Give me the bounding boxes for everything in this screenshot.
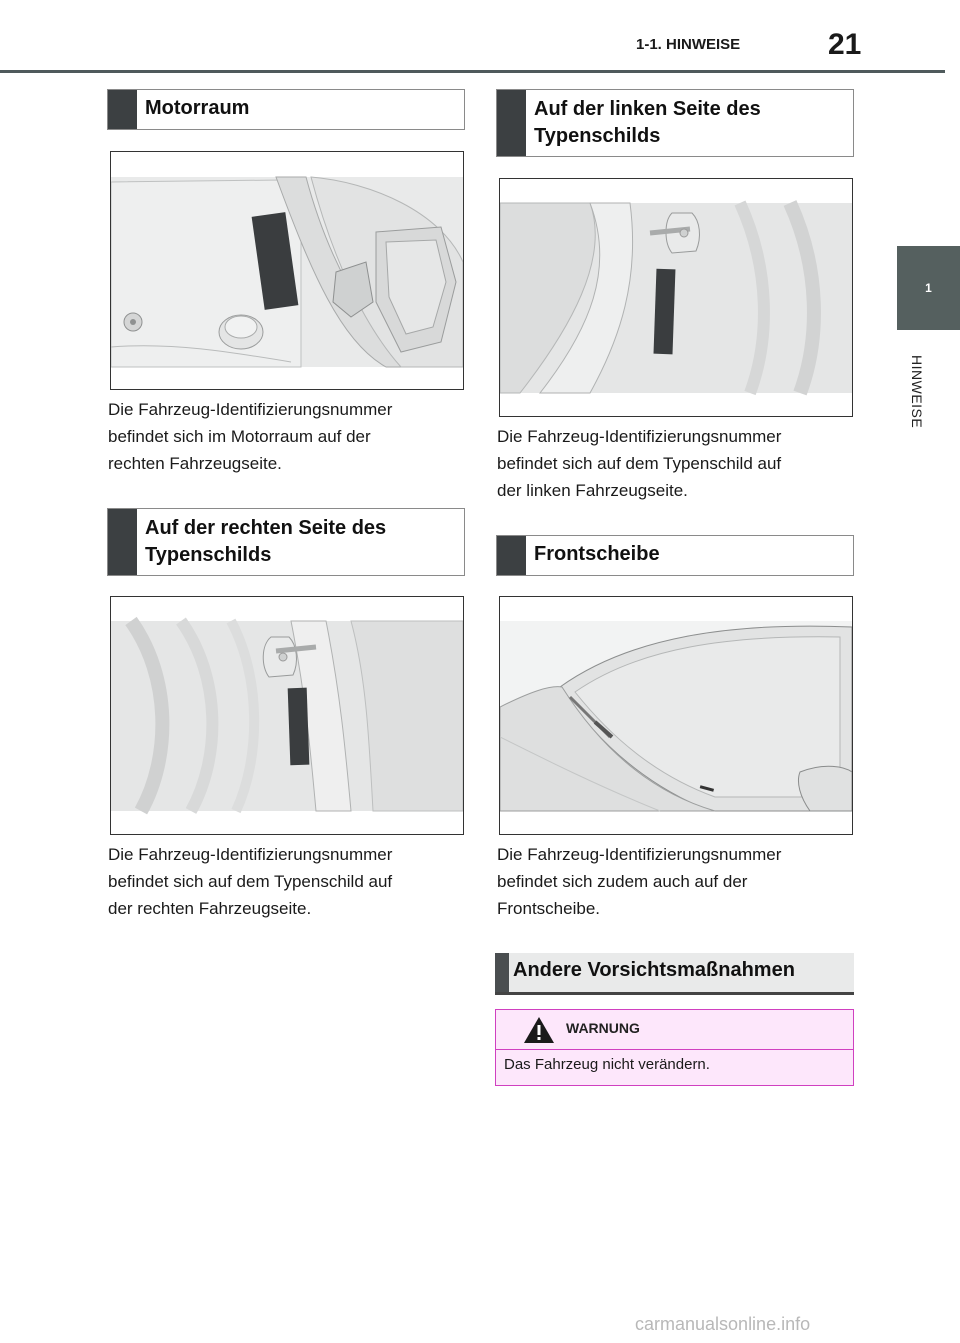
heading-line: Typenschilds [145, 544, 272, 566]
chapter-label [905, 342, 929, 442]
text-line: Die Fahrzeug-Identifizierungsnummer [497, 427, 782, 446]
watermark: carmanualsonline.info [635, 1314, 811, 1334]
left-door-pillar-illustration [499, 178, 853, 417]
text-line: Frontscheibe. [497, 899, 600, 918]
engine-bay-illustration [110, 151, 464, 390]
text-line: der rechten Fahrzeugseite. [108, 899, 312, 918]
heading-linke-seite [496, 89, 854, 157]
warning-triangle-icon [522, 1015, 556, 1045]
page-number: 21 [828, 28, 862, 61]
warning-box [495, 1009, 854, 1086]
motorraum-description [108, 396, 392, 477]
text-line: Die Fahrzeug-Identifizierungsnummer [108, 845, 393, 864]
text-line: rechten Fahrzeugseite. [108, 454, 282, 473]
heading-bar [497, 536, 526, 575]
header-rule [0, 70, 945, 73]
chapter-tab [897, 246, 960, 330]
heading-line: Auf der linken Seite des [534, 98, 761, 120]
linke-seite-description [497, 423, 781, 504]
heading-frontscheibe [496, 535, 854, 576]
text-line: Die Fahrzeug-Identifizierungsnummer [108, 400, 393, 419]
warning-text: Das Fahrzeug nicht verändern. [504, 1056, 710, 1073]
heading-text [534, 96, 847, 150]
heading-line: Auf der rechten Seite des [145, 517, 387, 539]
heading-bar [108, 509, 137, 575]
warning-label: WARNUNG [566, 1020, 640, 1036]
text-line: befindet sich zudem auch auf der [497, 872, 748, 891]
text-line: Die Fahrzeug-Identifizierungsnummer [497, 845, 782, 864]
warning-header [496, 1010, 853, 1050]
heading-bar [108, 90, 137, 129]
rechte-seite-description [108, 841, 392, 922]
heading-motorraum [107, 89, 465, 130]
chapter-number: 1 [925, 281, 932, 295]
heading-bar [495, 953, 509, 992]
text-line: befindet sich auf dem Typenschild auf [108, 872, 393, 891]
heading-text: Frontscheibe [534, 543, 660, 565]
heading-rechte-seite [107, 508, 465, 576]
text-line: der linken Fahrzeugseite. [497, 481, 688, 500]
text-line: befindet sich auf dem Typenschild auf [497, 454, 782, 473]
chapter-label-text: HINWEISE [909, 355, 925, 429]
heading-text: Andere Vorsichtsmaßnahmen [513, 959, 795, 981]
right-door-pillar-illustration [110, 596, 464, 835]
text-line: befindet sich im Motorraum auf der [108, 427, 371, 446]
heading-text: Motorraum [145, 97, 250, 119]
heading-text [145, 515, 458, 569]
heading-bar [497, 90, 526, 156]
heading-line: Typenschilds [534, 125, 661, 147]
running-header-title: 1-1. HINWEISE [636, 36, 741, 53]
heading-andere-vorsichtsmassnahmen [495, 953, 854, 995]
frontscheibe-description [497, 841, 781, 922]
windshield-illustration [499, 596, 853, 835]
